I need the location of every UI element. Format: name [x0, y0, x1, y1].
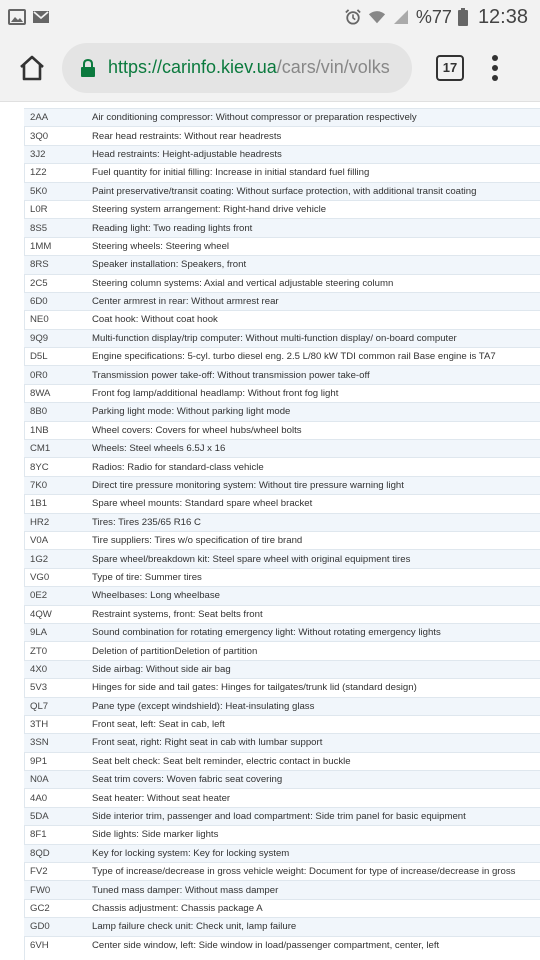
menu-dot-icon: [492, 65, 498, 71]
option-code: 4QW: [24, 605, 87, 623]
option-code: V0A: [24, 531, 87, 549]
option-description: Front seat, right: Right seat in cab with lumbar support: [87, 734, 540, 752]
option-description: Direct tire pressure monitoring system: Without tire pressure warning light: [87, 476, 540, 494]
option-description: Restraint systems, front: Seat belts front: [87, 605, 540, 623]
option-code: 9Q9: [24, 329, 87, 347]
status-bar-left: [8, 9, 50, 25]
table-row: [24, 440, 540, 458]
option-description: Center side window, left: Side window in load/passenger compartment, center, left: [87, 936, 540, 954]
table-row: [24, 421, 540, 439]
option-description: Steering column systems: Axial and vertical adjustable steering column: [87, 274, 540, 292]
option-description: Reading light: Two reading lights front: [87, 219, 540, 237]
table-row: [24, 495, 540, 513]
option-description: Multi-function display/trip computer: Without multi-function display/ on-board computer: [87, 329, 540, 347]
option-code: 1G2: [24, 550, 87, 568]
option-description: Fuel quantity for initial filling: Increase in initial standard fuel filling: [87, 164, 540, 182]
option-code: 9P1: [24, 752, 87, 770]
table-row: [24, 109, 540, 127]
table-row: [24, 531, 540, 549]
option-description: Type of increase/decrease in gross vehicle weight: Document for type of increase/decrease in gross: [87, 863, 540, 881]
option-description: Steering system arrangement: Right-hand drive vehicle: [87, 200, 540, 218]
option-code: 5DA: [24, 807, 87, 825]
option-code: 1Z2: [24, 164, 87, 182]
option-code: 7K0: [24, 476, 87, 494]
overflow-menu-button[interactable]: [490, 55, 500, 81]
option-code: GC2: [24, 899, 87, 917]
table-row: [24, 274, 540, 292]
option-code: 5V3: [24, 679, 87, 697]
table-row: [24, 292, 540, 310]
option-code: 1B1: [24, 495, 87, 513]
table-row: [24, 826, 540, 844]
alarm-icon: [344, 9, 362, 25]
table-row: [24, 145, 540, 163]
option-description: Spare wheel mounts: Standard spare wheel bracket: [87, 495, 540, 513]
option-code: N0A: [24, 771, 87, 789]
table-row: [24, 642, 540, 660]
table-row: [24, 807, 540, 825]
table-row: [24, 384, 540, 402]
table-row: [24, 771, 540, 789]
table-row: [24, 881, 540, 899]
option-code: 4X0: [24, 660, 87, 678]
option-code: 8WA: [24, 384, 87, 402]
option-description: Tire suppliers: Tires w/o specification of tire brand: [87, 531, 540, 549]
table-row: [24, 550, 540, 568]
wifi-icon: [368, 9, 386, 25]
option-code: FV2: [24, 863, 87, 881]
option-description: Seat trim covers: Woven fabric seat covering: [87, 771, 540, 789]
option-code: 8YC: [24, 458, 87, 476]
home-button[interactable]: [6, 34, 58, 102]
table-row: [24, 789, 540, 807]
option-code: 8RS: [24, 256, 87, 274]
clock: 12:38: [477, 5, 528, 28]
table-row: [24, 899, 540, 917]
option-description: Tires: Tires 235/65 R16 C: [87, 513, 540, 531]
option-description: Seat belt check: Seat belt reminder, electric contact in buckle: [87, 752, 540, 770]
option-description: Side airbag: Without side air bag: [87, 660, 540, 678]
table-row: [24, 219, 540, 237]
option-description: Spare wheel/breakdown kit: Steel spare wheel with original equipment tires: [87, 550, 540, 568]
table-row: [24, 863, 540, 881]
option-code: 1MM: [24, 237, 87, 255]
option-code: 6VH: [24, 936, 87, 954]
table-row: [24, 200, 540, 218]
table-row: [24, 164, 540, 182]
option-code: QL7: [24, 697, 87, 715]
option-code: 8S5: [24, 219, 87, 237]
option-code: 4A0: [24, 789, 87, 807]
option-description: Sound combination for rotating emergency light: Without rotating emergency lights: [87, 623, 540, 641]
option-description: Engine specifications: 5-cyl. turbo diesel eng. 2.5 L/80 kW TDI common rail Base engine is TA7: [87, 348, 540, 366]
battery-icon: [458, 8, 468, 26]
table-row: [24, 329, 540, 347]
table-row: [24, 513, 540, 531]
option-description: Deletion of partitionDeletion of partition: [87, 642, 540, 660]
option-code: 3Q0: [24, 127, 87, 145]
signal-icon: [392, 9, 410, 25]
table-row: [24, 918, 540, 936]
option-description: Paint preservative/transit coating: Without surface protection, with additional transit coating: [87, 182, 540, 200]
table-row: [24, 752, 540, 770]
option-description: Seat heater: Without seat heater: [87, 789, 540, 807]
option-description: Key for locking system: Key for locking system: [87, 844, 540, 862]
table-row: [24, 366, 540, 384]
status-bar-right: [344, 6, 528, 29]
browser-toolbar: [0, 34, 540, 102]
option-code: CM1: [24, 440, 87, 458]
table-row: [24, 697, 540, 715]
tab-count: 17: [442, 60, 458, 75]
option-code: 8F1: [24, 826, 87, 844]
option-code: 0E2: [24, 587, 87, 605]
table-row: [24, 568, 540, 586]
table-row: [24, 182, 540, 200]
option-code: L0R: [24, 200, 87, 218]
option-code: ZT0: [24, 642, 87, 660]
table-row: [24, 623, 540, 641]
option-code: 6D0: [24, 292, 87, 310]
url-text: [108, 57, 390, 78]
table-row: [24, 348, 540, 366]
table-row: [24, 237, 540, 255]
equipment-codes-table: [24, 108, 540, 954]
lock-icon: [80, 59, 96, 77]
option-description: Lamp failure check unit: Check unit, lamp failure: [87, 918, 540, 936]
option-code: 0R0: [24, 366, 87, 384]
option-description: Front seat, left: Seat in cab, left: [87, 715, 540, 733]
table-row: [24, 458, 540, 476]
option-code: 5K0: [24, 182, 87, 200]
option-description: Side lights: Side marker lights: [87, 826, 540, 844]
option-code: 3SN: [24, 734, 87, 752]
menu-dot-icon: [492, 55, 498, 61]
option-code: 8QD: [24, 844, 87, 862]
option-description: Air conditioning compressor: Without compressor or preparation respectively: [87, 109, 540, 127]
image-icon: [8, 9, 26, 25]
option-description: Coat hook: Without coat hook: [87, 311, 540, 329]
table-row: [24, 476, 540, 494]
option-code: VG0: [24, 568, 87, 586]
tab-switcher-button[interactable]: [436, 55, 464, 81]
address-bar[interactable]: [62, 43, 412, 93]
table-row: [24, 605, 540, 623]
option-description: Head restraints: Height-adjustable headrests: [87, 145, 540, 163]
table-row: [24, 403, 540, 421]
menu-dot-icon: [492, 75, 498, 81]
status-bar: [0, 0, 540, 34]
battery-percent: %77: [415, 6, 452, 27]
option-code: 9LA: [24, 623, 87, 641]
option-code: FW0: [24, 881, 87, 899]
table-row: [24, 679, 540, 697]
home-icon: [18, 55, 46, 81]
option-description: Rear head restraints: Without rear headrests: [87, 127, 540, 145]
gmail-icon: [32, 9, 50, 25]
table-row: [24, 734, 540, 752]
option-code: 3J2: [24, 145, 87, 163]
page-content[interactable]: [0, 103, 540, 960]
option-code: 2C5: [24, 274, 87, 292]
option-description: Center armrest in rear: Without armrest rear: [87, 292, 540, 310]
option-description: Pane type (except windshield): Heat-insulating glass: [87, 697, 540, 715]
option-description: Transmission power take-off: Without transmission power take-off: [87, 366, 540, 384]
table-row: [24, 587, 540, 605]
table-row: [24, 127, 540, 145]
option-code: NE0: [24, 311, 87, 329]
table-row: [24, 311, 540, 329]
option-description: Wheel covers: Covers for wheel hubs/wheel bolts: [87, 421, 540, 439]
table-row: [24, 660, 540, 678]
option-code: 2AA: [24, 109, 87, 127]
option-description: Type of tire: Summer tires: [87, 568, 540, 586]
table-row: [24, 256, 540, 274]
option-description: Front fog lamp/additional headlamp: Without front fog light: [87, 384, 540, 402]
option-code: 3TH: [24, 715, 87, 733]
option-description: Wheels: Steel wheels 6.5J x 16: [87, 440, 540, 458]
option-code: GD0: [24, 918, 87, 936]
option-code: 8B0: [24, 403, 87, 421]
option-description: Radios: Radio for standard-class vehicle: [87, 458, 540, 476]
option-description: Hinges for side and tail gates: Hinges for tailgates/trunk lid (standard design): [87, 679, 540, 697]
table-row: [24, 844, 540, 862]
url-host: https://carinfo.kiev.ua: [108, 57, 277, 77]
option-description: Steering wheels: Steering wheel: [87, 237, 540, 255]
option-code: 1NB: [24, 421, 87, 439]
option-code: D5L: [24, 348, 87, 366]
table-row: [24, 936, 540, 954]
option-description: Tuned mass damper: Without mass damper: [87, 881, 540, 899]
option-description: Wheelbases: Long wheelbase: [87, 587, 540, 605]
url-path: /cars/vin/volks: [276, 57, 390, 77]
option-description: Chassis adjustment: Chassis package A: [87, 899, 540, 917]
table-row: [24, 715, 540, 733]
option-description: Speaker installation: Speakers, front: [87, 256, 540, 274]
option-code: HR2: [24, 513, 87, 531]
option-description: Parking light mode: Without parking light mode: [87, 403, 540, 421]
option-description: Side interior trim, passenger and load compartment: Side trim panel for basic equipment: [87, 807, 540, 825]
